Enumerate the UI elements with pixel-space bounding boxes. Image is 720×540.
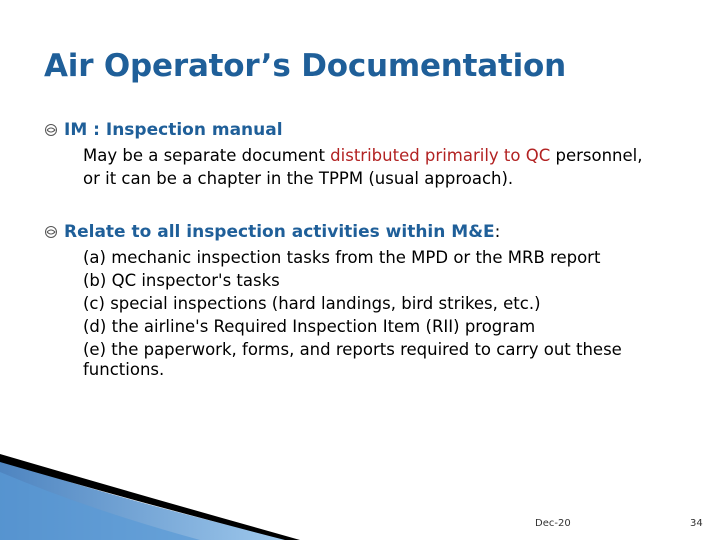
bullet-text: personnel, [550, 146, 643, 165]
list-item: (d) the airline's Required Inspection Item (RII) program [83, 317, 536, 336]
list-item: (b) QC inspector's tasks [83, 271, 280, 290]
list-item: functions. [83, 360, 165, 379]
bullet-icon [44, 123, 58, 137]
heading-colon: : [494, 222, 501, 242]
bullet-heading-text: Relate to all inspection activities within M&E [64, 222, 495, 242]
list-item: (c) special inspections (hard landings, bird strikes, etc.) [83, 294, 541, 313]
list-item: (e) the paperwork, forms, and reports required to carry out these [83, 340, 622, 359]
bullet-heading: IM : Inspection manual [64, 120, 283, 140]
bullet-text: May be a separate document [83, 146, 331, 165]
highlighted-text: distributed primarily to QC [330, 146, 551, 165]
bullet-icon [44, 225, 58, 239]
footer-date: Dec-20 [535, 518, 571, 529]
slide-title: Air Operator’s Documentation [44, 48, 567, 84]
page-number: 34 [690, 518, 703, 529]
bullet-line: or it can be a chapter in the TPPM (usual approach). [83, 169, 514, 188]
list-item: (a) mechanic inspection tasks from the MPD or the MRB report [83, 248, 601, 267]
bullet-line [83, 144, 643, 167]
bullet-heading [64, 222, 500, 242]
decorative-swoosh [0, 440, 300, 540]
